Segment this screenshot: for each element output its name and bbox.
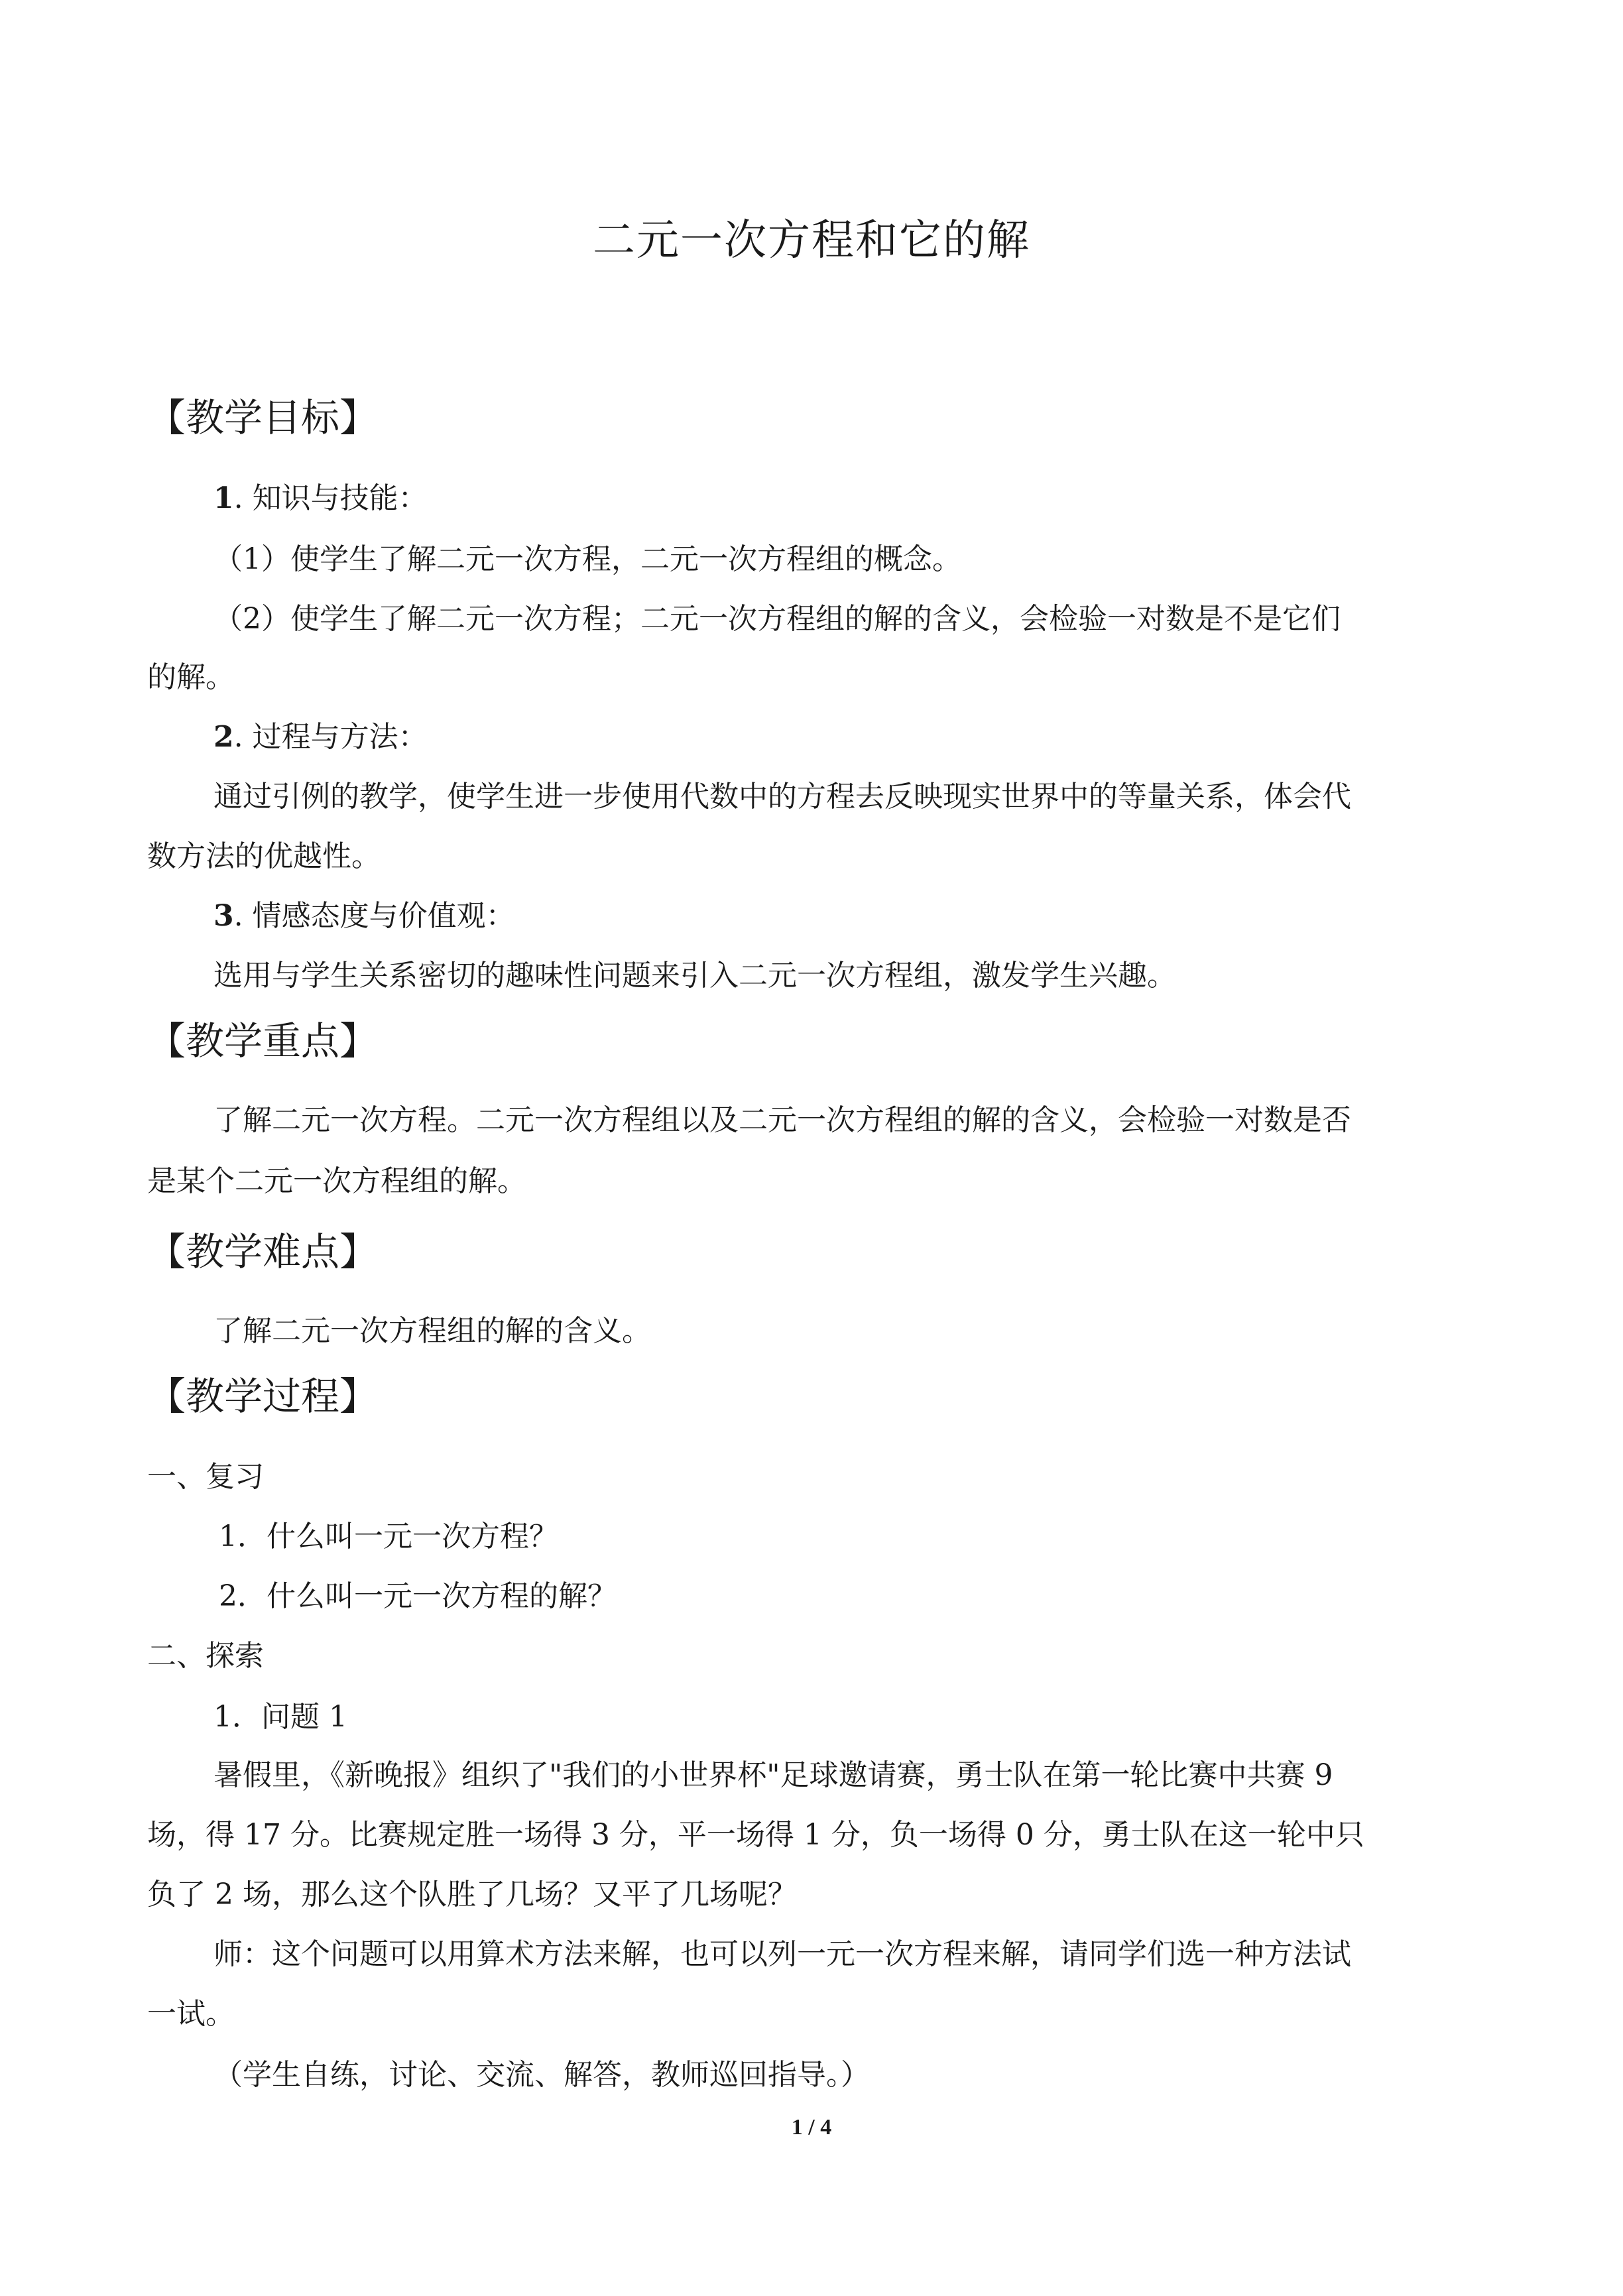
student-note: （学生自练，讨论、交流、解答，教师巡回指导。） bbox=[213, 2058, 870, 2092]
problem-1-line3: 负了 2 场，那么这个队胜了几场？又平了几场呢？ bbox=[147, 1878, 797, 1911]
objective-1a: （1）使学生了解二元一次方程，二元一次方程组的概念。 bbox=[213, 542, 961, 576]
explore-label: 二、探索 bbox=[147, 1639, 264, 1673]
objective-3-number: 3 bbox=[213, 899, 234, 933]
review-question-1: 1．什么叫一元一次方程？ bbox=[219, 1520, 558, 1553]
objective-1b-line1: （2）使学生了解二元一次方程；二元一次方程组的解的含义，会检验一对数是不是它们 bbox=[213, 602, 1341, 636]
difficulty-body: 了解二元一次方程组的解的含义。 bbox=[213, 1314, 651, 1348]
problem-1-line1: 暑假里，《新晚报》组织了"我们的小世界杯"足球邀请赛，勇士队在第一轮比赛中共赛 9 bbox=[213, 1758, 1333, 1792]
teacher-line1: 师：这个问题可以用算术方法来解，也可以列一元一次方程来解，请同学们选一种方法试 bbox=[213, 1937, 1351, 1971]
process-heading: 【教学过程】 bbox=[147, 1374, 379, 1419]
review-label: 一、复习 bbox=[147, 1460, 264, 1494]
problem-1-line2: 场，得 17 分。比赛规定胜一场得 3 分，平一场得 1 分，负一场得 0 分，勇士队在这一轮中只 bbox=[147, 1818, 1364, 1852]
key-points-line2: 是某个二元一次方程组的解。 bbox=[147, 1164, 526, 1198]
objective-1-text: . 知识与技能： bbox=[233, 481, 428, 515]
page-title: 二元一次方程和它的解 bbox=[593, 216, 1030, 265]
objective-2-label bbox=[213, 717, 428, 757]
objective-3-body: 选用与学生关系密切的趣味性问题来引入二元一次方程组，激发学生兴趣。 bbox=[213, 959, 1176, 993]
objective-1-number: 1 bbox=[213, 481, 234, 515]
review-question-2: 2．什么叫一元一次方程的解？ bbox=[219, 1579, 617, 1613]
objective-2-body-line2: 数方法的优越性。 bbox=[147, 839, 381, 873]
problem-1-label: 1．问题 1 bbox=[213, 1700, 347, 1734]
page-number: 1 / 4 bbox=[791, 2115, 832, 2140]
key-points-line1: 了解二元一次方程。二元一次方程组以及二元一次方程组的解的含义，会检验一对数是否 bbox=[213, 1103, 1351, 1137]
objective-2-text: . 过程与方法： bbox=[233, 720, 428, 754]
objectives-heading: 【教学目标】 bbox=[147, 395, 379, 440]
objective-3-label bbox=[213, 896, 515, 936]
objective-1-label bbox=[213, 479, 428, 518]
difficulty-heading: 【教学难点】 bbox=[147, 1229, 379, 1274]
objective-1b-line2: 的解。 bbox=[147, 660, 235, 694]
teacher-line2: 一试。 bbox=[147, 1997, 235, 2031]
objective-3-text: . 情感态度与价值观： bbox=[233, 899, 515, 933]
objective-2-body-line1: 通过引例的教学，使学生进一步使用代数中的方程去反映现实世界中的等量关系，体会代 bbox=[213, 780, 1351, 814]
key-points-heading: 【教学重点】 bbox=[147, 1018, 379, 1063]
objective-2-number: 2 bbox=[213, 720, 234, 754]
